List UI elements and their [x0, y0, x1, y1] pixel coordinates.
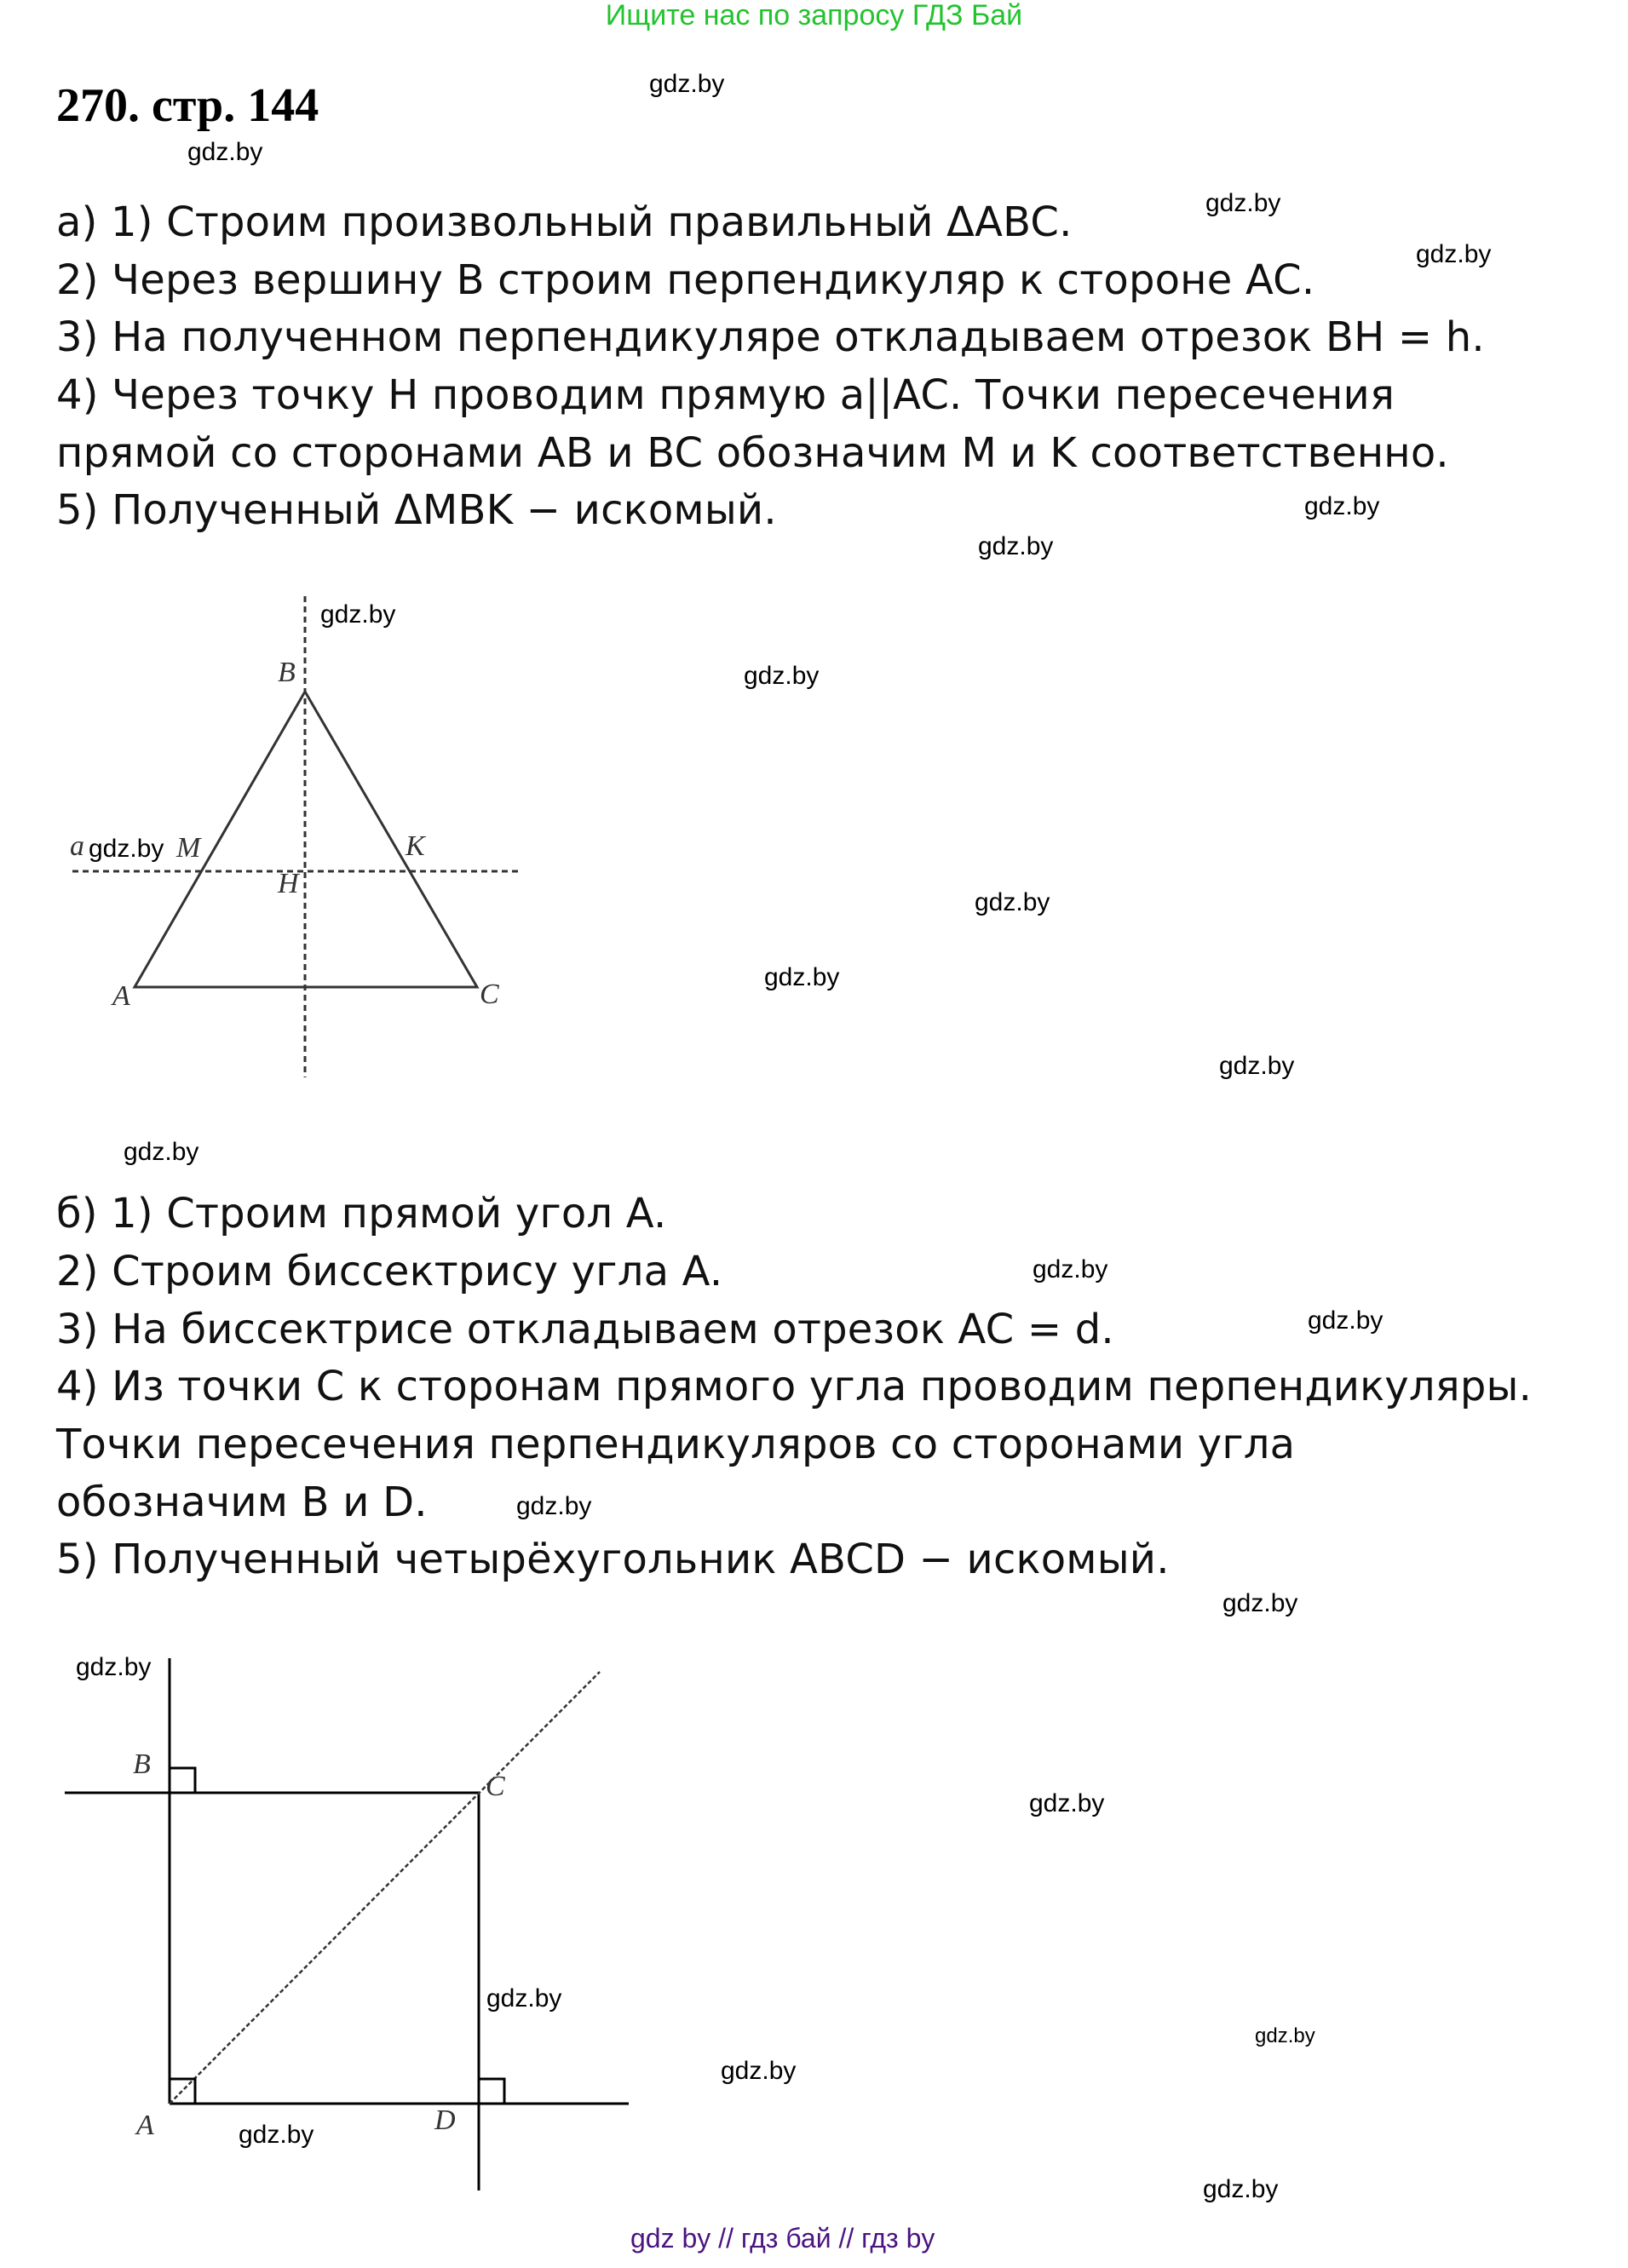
watermark: gdz.by	[1219, 1052, 1295, 1080]
watermark: gdz.by	[764, 963, 840, 991]
label-h: H	[278, 868, 299, 899]
part-a-line-6: 5) Полученный ΔMBK − искомый.	[56, 486, 777, 534]
part-b-line-5: Точки пересечения перпендикуляров со сторонами угла	[56, 1421, 1296, 1468]
part-b-line-3: 3) На биссектрисе откладываем отрезок AC = d.	[56, 1306, 1114, 1353]
watermark: gdz.by	[486, 1984, 562, 2012]
watermark: gdz.by	[1416, 240, 1492, 268]
label-m: M	[176, 832, 201, 864]
label-b: B	[278, 657, 296, 688]
watermark: gdz.by	[744, 662, 820, 690]
label-c2: C	[486, 1771, 505, 1802]
label-c: C	[480, 979, 499, 1010]
part-a-line-3: 3) На полученном перпендикуляре откладываем отрезок BH = h.	[56, 313, 1485, 361]
part-a-line-2: 2) Через вершину B строим перпендикуляр к стороне AC.	[56, 256, 1315, 304]
label-k: K	[406, 830, 425, 862]
part-a-line-4: 4) Через точку H проводим прямую a||AC. Точки пересечения	[56, 371, 1395, 419]
watermark: gdz.by	[76, 1653, 152, 1681]
part-b-line-1: б) 1) Строим прямой угол A.	[56, 1190, 667, 1237]
watermark: gdz.by	[124, 1138, 199, 1166]
watermark: gdz.by	[649, 70, 725, 98]
part-a-line-1: а) 1) Строим произвольный правильный ΔABC.	[56, 198, 1073, 246]
watermark: gdz.by	[1203, 2175, 1279, 2203]
watermark: gdz.by	[1308, 1306, 1384, 1335]
label-d2: D	[434, 2104, 456, 2136]
label-a: A	[112, 980, 130, 1012]
label-b2: B	[133, 1748, 151, 1780]
watermark: gdz.by	[187, 138, 263, 166]
watermark: gdz.by	[320, 600, 396, 629]
search-banner[interactable]: Ищите нас по запросу ГДЗ Бай	[605, 0, 1023, 32]
watermark: gdz.by	[239, 2121, 314, 2149]
part-b-line-2: 2) Строим биссектрису угла A.	[56, 1248, 723, 1295]
watermark: gdz.by	[1029, 1789, 1105, 1817]
watermark: gdz.by	[1033, 1255, 1108, 1283]
exercise-title: 270. стр. 144	[56, 79, 319, 132]
part-b-line-6: обозначим B и D.	[56, 1479, 428, 1526]
part-b-line-7: 5) Полученный четырёхугольник ABCD − искомый.	[56, 1536, 1170, 1583]
label-line-a: a	[70, 830, 84, 862]
watermark: gdz.by	[89, 835, 164, 863]
watermark: gdz.by	[1222, 1589, 1298, 1617]
watermark: gdz.by	[975, 888, 1050, 916]
label-a2: A	[136, 2110, 154, 2141]
watermark: gdz.by	[1304, 492, 1380, 520]
part-a-line-5: прямой со сторонами AB и BC обозначим M и K соответственно.	[56, 429, 1449, 477]
watermark: gdz.by	[1255, 2024, 1315, 2047]
watermark: gdz.by	[721, 2057, 797, 2085]
watermark: gdz.by	[1205, 189, 1281, 217]
watermark: gdz.by	[516, 1492, 592, 1520]
watermark: gdz.by	[978, 532, 1054, 560]
footer-links[interactable]: gdz by // гдз бай // гдз by	[630, 2223, 935, 2254]
part-b-line-4: 4) Из точки C к сторонам прямого угла проводим перпендикуляры.	[56, 1363, 1533, 1410]
